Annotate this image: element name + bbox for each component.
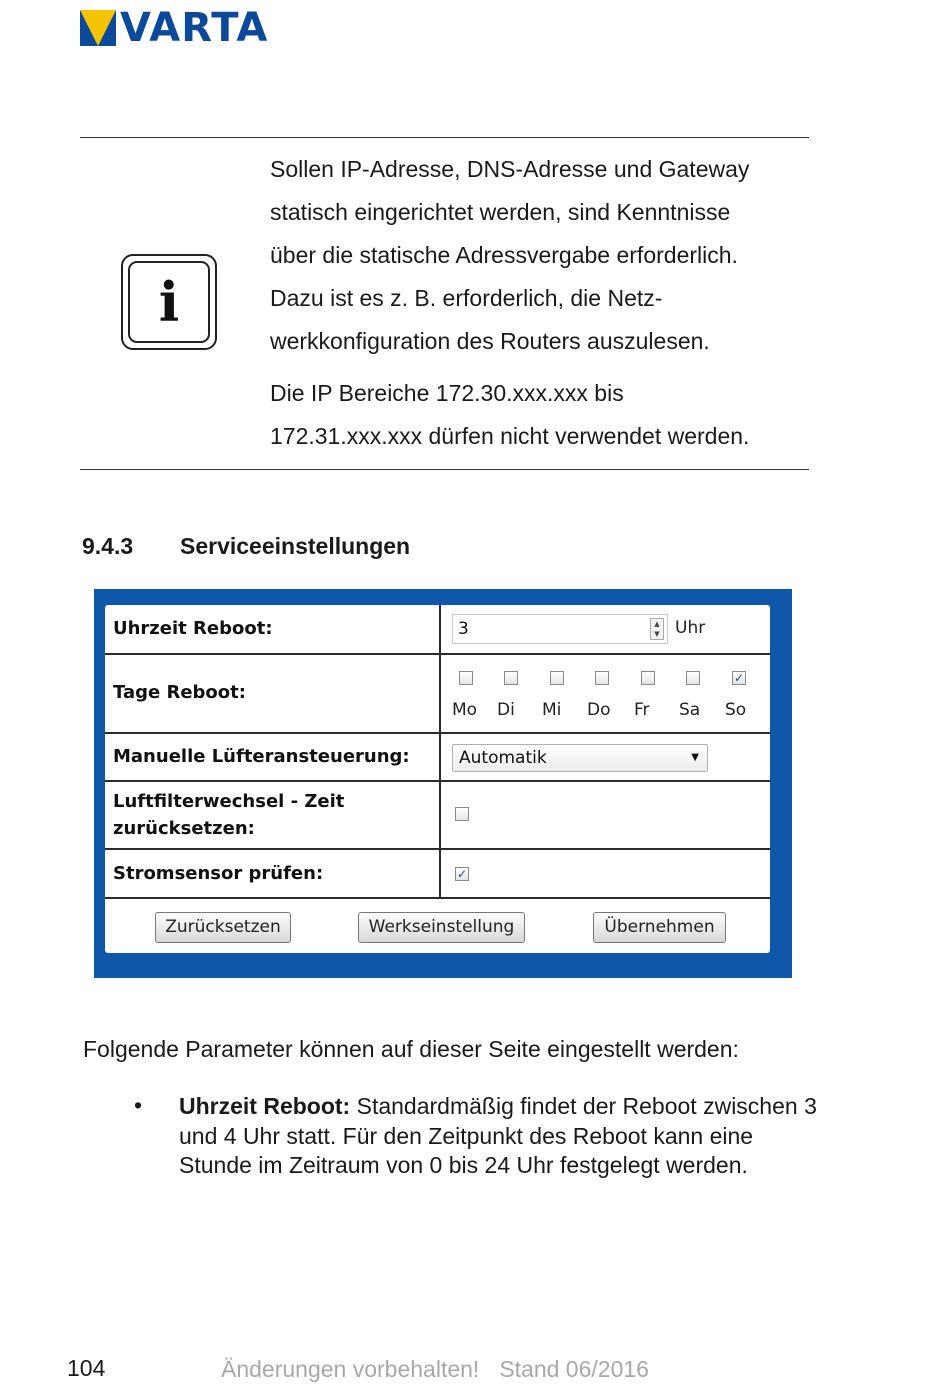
row-filter-reset	[105, 782, 770, 850]
info-icon	[121, 254, 217, 350]
filter-reset-label-line-1: Luftfilterwechsel - Zeit	[113, 791, 345, 812]
reset-button[interactable]: Zurücksetzen	[155, 912, 291, 943]
footer-version: Stand 06/2016	[499, 1356, 649, 1382]
brand-name: VARTA	[120, 5, 269, 51]
reboot-hour-unit: Uhr	[675, 618, 706, 638]
row-reboot-time	[105, 605, 770, 655]
info-line: werkkonfiguration des Routers auszulesen.	[270, 328, 710, 354]
day-label-di: Di	[497, 700, 515, 720]
info-line: Sollen IP-Adresse, DNS-Adresse und Gateway	[270, 156, 750, 182]
filter-reset-checkbox[interactable]	[455, 807, 469, 821]
dropdown-arrow-icon: ▼	[691, 752, 699, 763]
varta-logo	[80, 5, 269, 51]
column-divider	[439, 850, 441, 897]
info-box-top-rule	[80, 137, 809, 138]
checkbox-sa[interactable]	[686, 671, 700, 685]
fan-control-label: Manuelle Lüfteransteuerung:	[113, 746, 410, 767]
filter-reset-label	[113, 788, 344, 842]
page-number: 104	[67, 1355, 106, 1381]
column-divider	[439, 655, 441, 732]
info-line: statisch eingerichtet werden, sind Kenntnisse	[270, 199, 731, 225]
section-heading	[82, 533, 410, 560]
reboot-hour-input[interactable]	[452, 614, 668, 644]
fan-control-selected-value: Automatik	[459, 748, 547, 768]
spinner-arrows-icon[interactable]: ▲ ▼	[650, 618, 664, 640]
current-sensor-checkbox[interactable]: ✓	[456, 867, 468, 881]
day-label-fr: Fr	[634, 700, 650, 720]
info-box-text	[270, 148, 810, 458]
column-divider	[439, 782, 441, 848]
reboot-time-label: Uhrzeit Reboot:	[113, 618, 273, 639]
varta-logo-mark-icon	[80, 10, 116, 46]
settings-form	[105, 605, 770, 953]
info-line: Die IP Bereiche 172.30.xxx.xxx bis	[270, 380, 624, 406]
bullet-item-reboot-time	[179, 1092, 819, 1181]
bullet-term: Uhrzeit Reboot:	[179, 1093, 351, 1119]
checkbox-fr[interactable]	[641, 671, 655, 685]
info-paragraph-2	[270, 372, 810, 458]
footer-disclaimer: Änderungen vorbehalten!	[221, 1356, 480, 1382]
info-line: über die statische Adressvergabe erforderlich.	[270, 242, 738, 268]
row-fan-control	[105, 734, 770, 782]
row-reboot-days	[105, 655, 770, 734]
filter-reset-label-line-2: zurücksetzen:	[113, 818, 255, 839]
column-divider	[439, 734, 441, 780]
reboot-days-label: Tage Reboot:	[113, 682, 246, 703]
checkbox-mo[interactable]	[459, 671, 473, 685]
fan-control-select[interactable]	[452, 744, 708, 772]
current-sensor-label: Stromsensor prüfen:	[113, 863, 324, 884]
checkbox-mi[interactable]	[550, 671, 564, 685]
checkbox-so[interactable]: ✓	[733, 671, 745, 685]
section-number: 9.4.3	[82, 533, 134, 559]
info-icon-glyph: i	[128, 261, 210, 343]
checkbox-di[interactable]	[504, 671, 518, 685]
checkbox-do[interactable]	[595, 671, 609, 685]
reboot-hour-value: 3	[458, 619, 469, 639]
row-current-sensor	[105, 850, 770, 899]
info-line: Dazu ist es z. B. erforderlich, die Netz-	[270, 285, 663, 311]
service-settings-panel	[94, 589, 792, 978]
intro-paragraph: Folgende Parameter können auf dieser Seite eingestellt werden:	[83, 1036, 739, 1062]
section-title: Serviceeinstellungen	[180, 533, 411, 559]
info-box-bottom-rule	[80, 469, 809, 470]
day-label-so: So	[725, 700, 747, 720]
bullet-description: Standardmäßig findet der Reboot zwischen 3 und 4 Uhr statt. Für den Zeitpunkt des Reboot kann eine Stunde im Zeitraum von 0 bis 24 Uhr festgelegt werden.	[179, 1093, 817, 1178]
bullet-marker: •	[134, 1092, 143, 1118]
day-label-mi: Mi	[542, 700, 562, 720]
day-label-do: Do	[587, 700, 611, 720]
factory-settings-button[interactable]: Werkseinstellung	[358, 912, 525, 943]
day-label-mo: Mo	[452, 700, 478, 720]
footer-note	[221, 1356, 649, 1383]
info-paragraph-1	[270, 148, 810, 363]
column-divider	[439, 605, 441, 653]
day-label-sa: Sa	[679, 700, 701, 720]
apply-button[interactable]: Übernehmen	[593, 912, 726, 943]
info-line: 172.31.xxx.xxx dürfen nicht verwendet werden.	[270, 423, 750, 449]
